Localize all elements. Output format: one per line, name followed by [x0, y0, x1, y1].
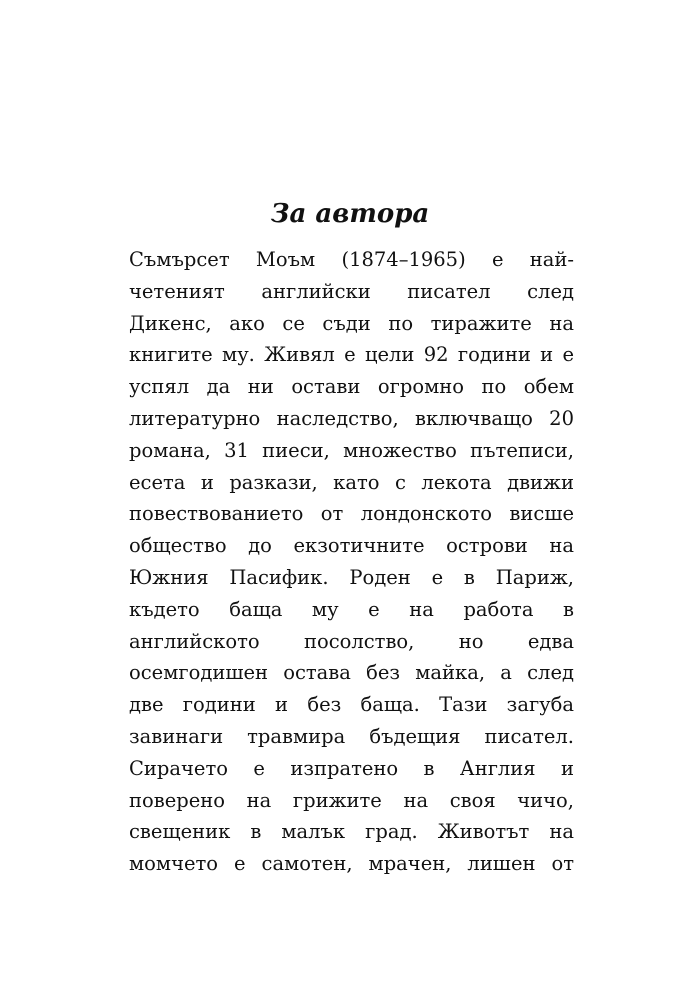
- text-line: свещеник в малък град. Животът на: [129, 820, 574, 844]
- text-line: Дикенс, ако се съди по тиражите на: [129, 311, 574, 335]
- text-line: английското посолство, но едва: [129, 629, 574, 653]
- text-line: повествованието от лондонското висше: [129, 502, 574, 526]
- text-line: осемгодишен остава без майка, а след: [129, 661, 574, 685]
- text-line: литературно наследство, включващо 20: [129, 406, 574, 430]
- text-line: Съмърсет Моъм (1874–1965) е най-: [129, 248, 574, 271]
- text-line: две години и без баща. Тази загуба: [129, 693, 574, 717]
- text-line: където баща му е на работа в: [129, 597, 574, 621]
- text-line: общество до екзотичните острови на: [129, 534, 574, 558]
- text-line: Южния Пасифик. Роден е в Париж,: [129, 565, 574, 589]
- text-line: завинаги травмира бъдещия писател.: [129, 724, 574, 748]
- text-line: есета и разкази, като с лекота движи: [129, 470, 574, 494]
- text-line: Сирачето е изпратено в Англия и: [129, 756, 574, 780]
- text-line: успял да ни остави огромно по обем: [129, 375, 574, 399]
- text-line: поверено на грижите на своя чичо,: [129, 788, 574, 812]
- text-line: четеният английски писател след: [129, 279, 574, 303]
- text-line: романа, 31 пиеси, множество пътеписи,: [129, 438, 574, 462]
- page-title: За автора: [270, 199, 430, 229]
- text-line: книгите му. Живял е цели 92 години и е: [129, 343, 574, 367]
- text-line: момчето е самотен, мрачен, лишен от: [129, 852, 574, 876]
- body-text: [129, 244, 574, 880]
